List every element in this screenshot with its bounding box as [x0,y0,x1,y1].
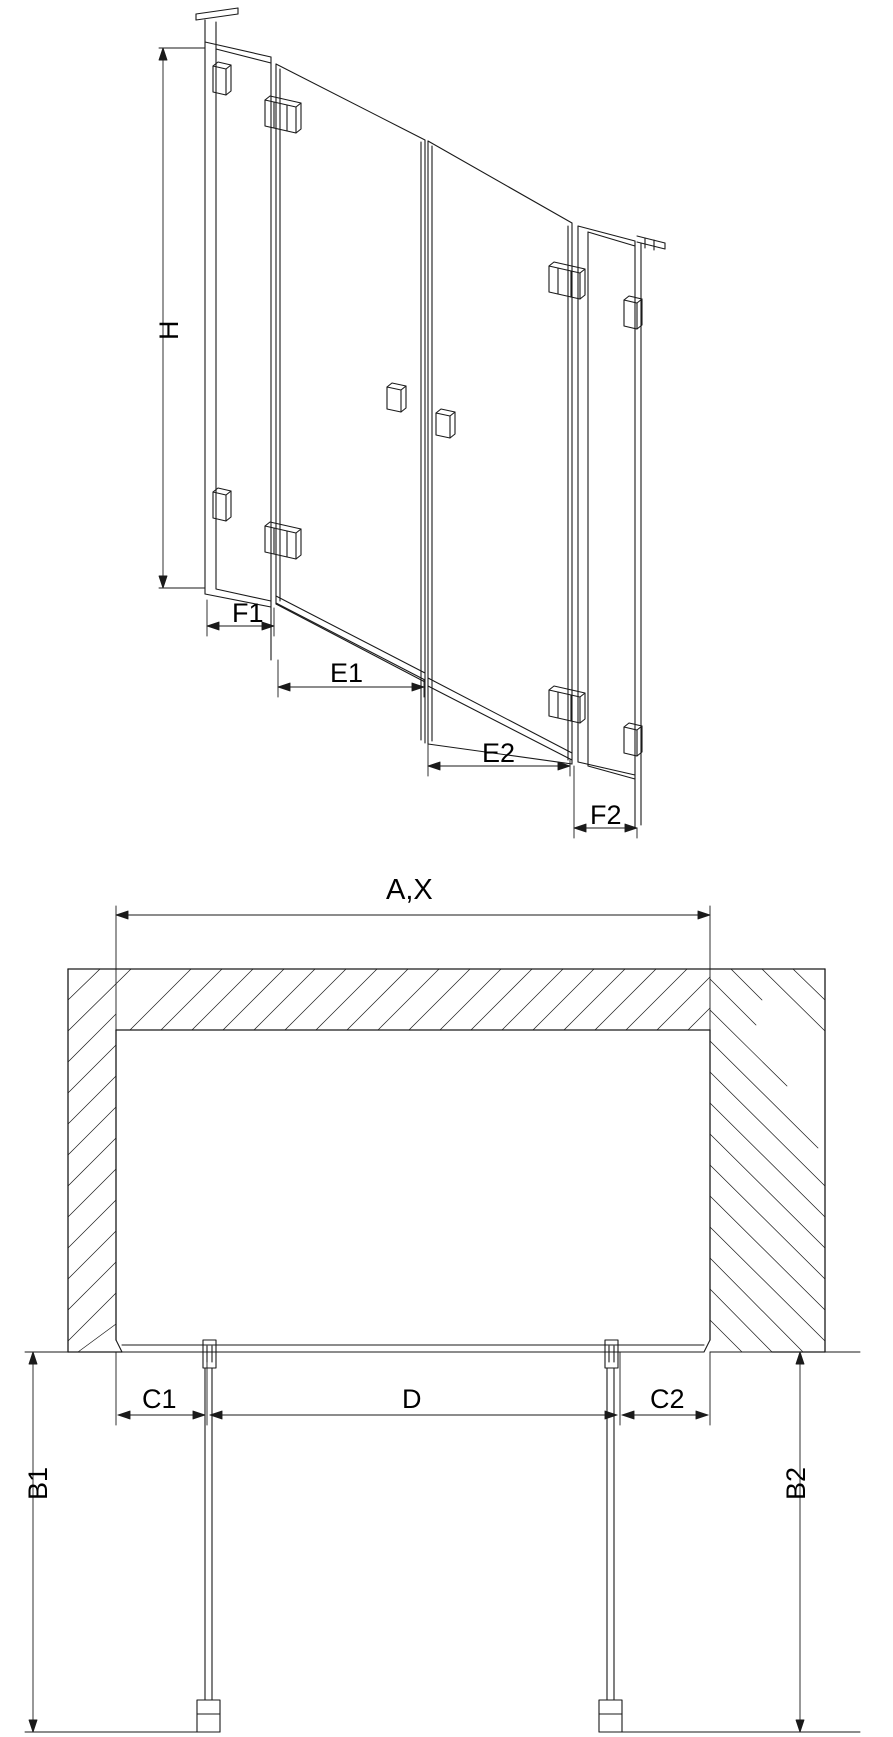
door-handle-left [387,383,406,412]
dimension-label-E1: E1 [330,658,364,688]
dimension-label-E2: E2 [482,738,516,768]
dimension-label-H: H [154,320,184,340]
wall-hatch-right [710,969,825,1352]
hinge-block-right-upper [624,296,642,329]
dimension-label-B1: B1 [23,1466,53,1500]
plan-leaf-right [599,1368,622,1732]
wall-outline [68,969,825,1352]
door-handle-right [436,409,455,438]
plan-hinge-left [203,1340,216,1368]
dimension-label-B2: B2 [781,1466,811,1500]
door-panel-2 [428,141,572,764]
dimension-label-C1: C1 [142,1384,177,1414]
fixed-panel-left [205,42,271,660]
dimension-label-D: D [402,1384,422,1414]
dimension-label-F2: F2 [590,800,622,830]
wall-hatch-top [130,969,710,1030]
top-rail-left [196,8,238,49]
hinge-connector-upper-2 [549,262,585,299]
dimension-H [159,48,205,588]
dimension-label-F1: F1 [232,598,264,628]
dimension-AX [116,906,710,1030]
plan-leaf-left [197,1368,220,1732]
wall-hatch-left [68,969,131,1352]
hinge-connector-lower-1 [265,522,301,559]
bottom-sweep-rails [276,596,572,760]
hinge-connector-lower-2 [549,686,585,723]
plan-hinge-right [605,1340,618,1368]
hinge-block-right-lower [624,723,642,756]
fixed-panel-right [578,226,641,828]
dimension-label-AX: A,X [386,874,433,906]
dimension-label-C2: C2 [650,1384,685,1414]
plan-panel-track [116,1340,710,1352]
hinge-connector-upper-1 [265,96,301,133]
